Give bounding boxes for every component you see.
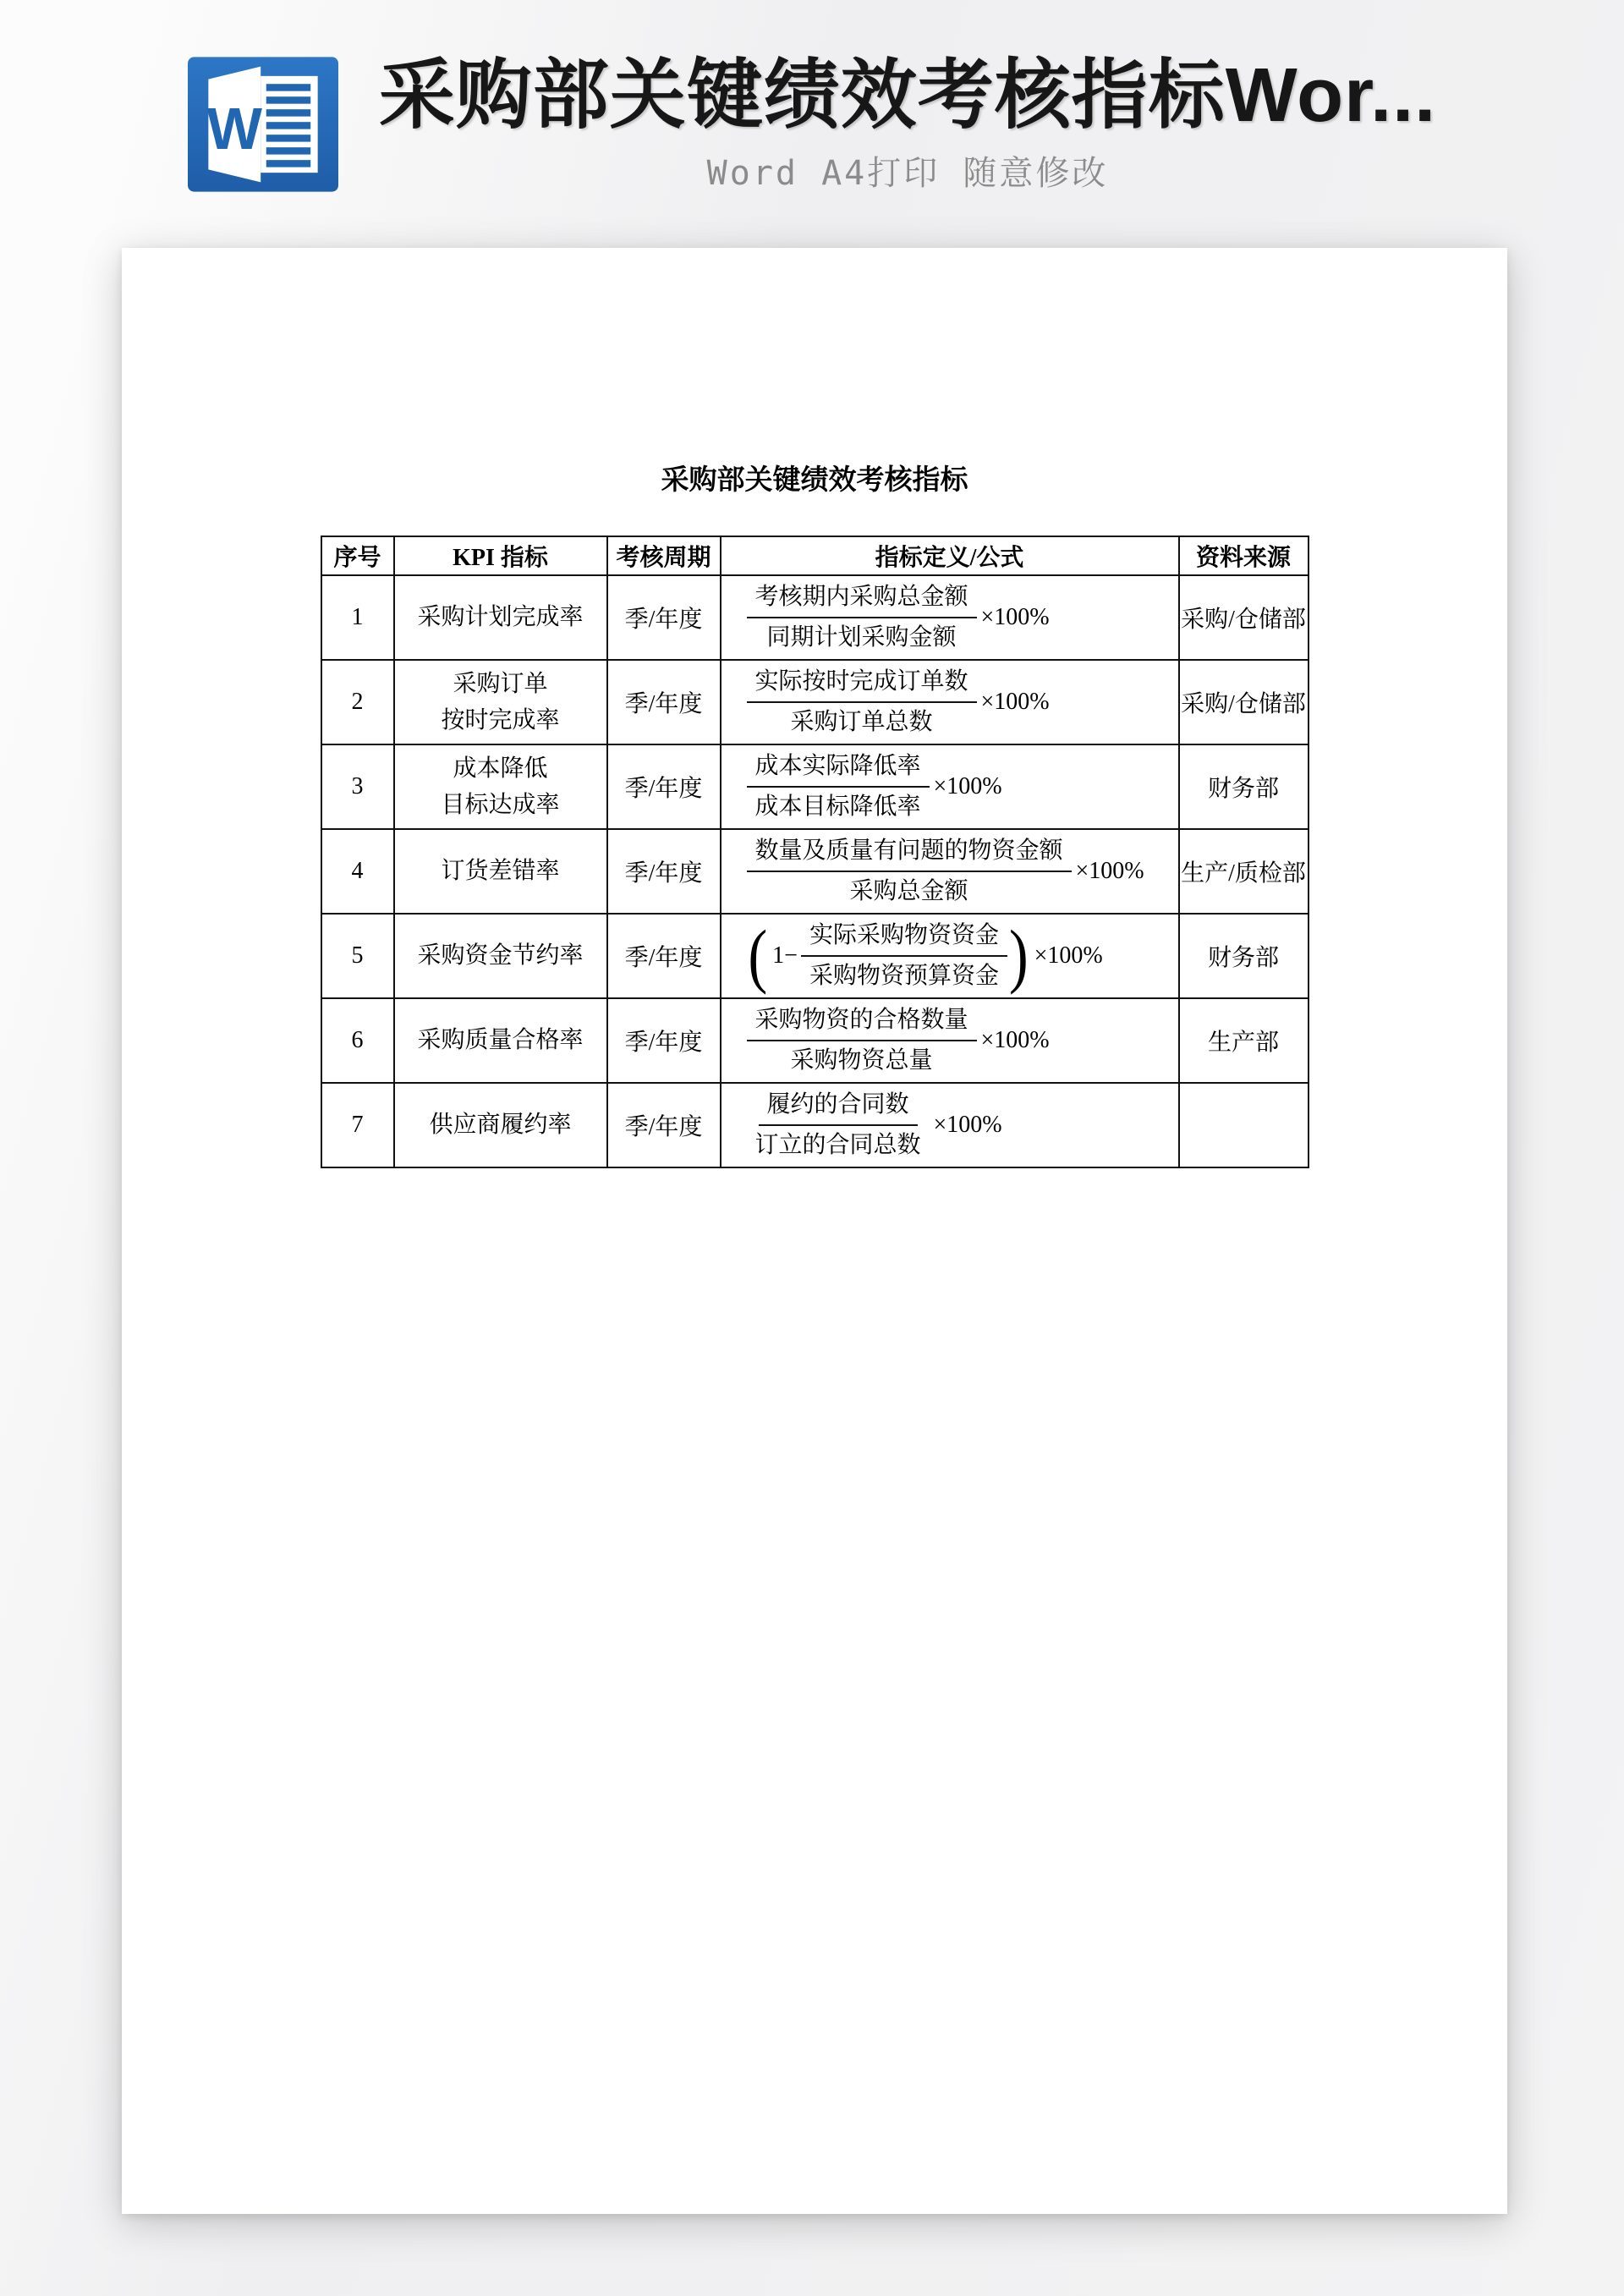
header-text (379, 54, 1436, 195)
data-source (1179, 1083, 1309, 1167)
fraction-denominator: 成本目标降低率 (754, 794, 921, 820)
fraction-numerator: 数量及质量有问题的物资金额 (747, 836, 1072, 872)
word-icon-letter: W (206, 96, 262, 162)
fraction-numerator: 成本实际降低率 (747, 751, 930, 788)
formula-cell (721, 914, 1179, 998)
column-header-4: 资料来源 (1179, 536, 1309, 575)
kpi-name-line: 目标达成率 (441, 792, 560, 818)
kpi-name (394, 744, 607, 829)
table-row (321, 744, 1309, 829)
row-number: 3 (321, 744, 394, 829)
formula-multiplier: ×100% (1075, 858, 1144, 884)
formula-multiplier: ×100% (980, 1027, 1050, 1053)
fraction (747, 1090, 930, 1160)
review-period: 季/年度 (607, 660, 721, 744)
fraction-denominator: 订立的合同总数 (754, 1132, 921, 1158)
formula (747, 915, 1171, 996)
table-row (321, 998, 1309, 1083)
document-title: 采购部关键绩效考核指标 (661, 465, 968, 496)
table-row (321, 914, 1309, 998)
row-number: 2 (321, 660, 394, 744)
fraction-denominator: 采购物资预算资金 (809, 963, 999, 989)
data-source: 采购/仓储部 (1179, 575, 1309, 660)
fraction-denominator: 采购订单总数 (790, 709, 933, 735)
kpi-name-line: 采购订单 (453, 670, 548, 697)
template-title: 采购部关键绩效考核指标Wor... (378, 53, 1437, 138)
formula-cell (721, 744, 1179, 829)
row-number: 6 (321, 998, 394, 1083)
template-subtitle: Word A4打印 随意修改 (706, 154, 1109, 193)
kpi-name-line: 按时完成率 (441, 707, 560, 733)
formula (747, 1005, 1171, 1075)
table-row (321, 660, 1309, 744)
fraction-numerator: 采购物资的合格数量 (747, 1005, 977, 1041)
data-source: 采购/仓储部 (1179, 660, 1309, 744)
row-number: 4 (321, 829, 394, 914)
document-page (122, 248, 1507, 2214)
fraction-denominator: 采购物资总量 (790, 1047, 933, 1074)
kpi-name (394, 829, 607, 914)
fraction-denominator: 同期计划采购金额 (766, 624, 957, 651)
table-row (321, 829, 1309, 914)
formula-prefix: 1− (772, 942, 798, 969)
fraction-numerator: 考核期内采购总金额 (747, 582, 977, 618)
kpi-name (394, 998, 607, 1083)
formula-multiplier: ×100% (980, 689, 1050, 715)
formula (747, 582, 1171, 652)
fraction (747, 1005, 977, 1075)
column-header-2: 考核周期 (607, 536, 721, 575)
formula-cell (721, 660, 1179, 744)
fraction (747, 582, 977, 652)
column-header-0: 序号 (321, 536, 394, 575)
data-source: 生产部 (1179, 998, 1309, 1083)
fraction (747, 751, 930, 821)
formula-multiplier: ×100% (933, 1112, 1002, 1138)
formula-cell (721, 1083, 1179, 1167)
kpi-name (394, 914, 607, 998)
review-period: 季/年度 (607, 575, 721, 660)
review-period: 季/年度 (607, 829, 721, 914)
fraction-denominator: 采购总金额 (849, 878, 968, 904)
formula-multiplier: ×100% (1034, 942, 1103, 969)
kpi-name-line: 供应商履约率 (429, 1112, 572, 1139)
header (0, 54, 1624, 195)
close-paren: ) (1008, 915, 1029, 996)
data-source: 财务部 (1179, 914, 1309, 998)
formula-cell (721, 998, 1179, 1083)
kpi-name-line: 采购计划完成率 (417, 604, 584, 631)
fraction-numerator: 履约的合同数 (759, 1090, 918, 1126)
formula-cell (721, 575, 1179, 660)
fraction (747, 836, 1072, 906)
row-number: 7 (321, 1083, 394, 1167)
column-header-1: KPI 指标 (394, 536, 607, 575)
fraction (801, 920, 1007, 991)
review-period: 季/年度 (607, 914, 721, 998)
fraction-numerator: 实际采购物资资金 (801, 920, 1007, 957)
data-source: 财务部 (1179, 744, 1309, 829)
table-header-row (321, 536, 1309, 575)
formula-multiplier: ×100% (980, 604, 1050, 630)
formula (747, 667, 1171, 737)
review-period: 季/年度 (607, 744, 721, 829)
row-number: 5 (321, 914, 394, 998)
table-row (321, 575, 1309, 660)
word-icon (188, 56, 338, 193)
formula (747, 1090, 1171, 1160)
formula (747, 751, 1171, 821)
kpi-name-line: 订货差错率 (441, 858, 560, 885)
column-header-3: 指标定义/公式 (721, 536, 1179, 575)
fraction-numerator: 实际按时完成订单数 (747, 667, 977, 703)
data-source: 生产/质检部 (1179, 829, 1309, 914)
formula (747, 836, 1171, 906)
kpi-name (394, 660, 607, 744)
formula-cell (721, 829, 1179, 914)
table-row (321, 1083, 1309, 1167)
kpi-name (394, 1083, 607, 1167)
open-paren: ( (748, 915, 768, 996)
review-period: 季/年度 (607, 1083, 721, 1167)
kpi-table (321, 536, 1309, 1168)
kpi-name-line: 成本降低 (453, 755, 548, 782)
kpi-name (394, 575, 607, 660)
kpi-name-line: 采购资金节约率 (417, 942, 584, 969)
fraction (747, 667, 977, 737)
kpi-name-line: 采购质量合格率 (417, 1027, 584, 1054)
formula-multiplier: ×100% (933, 773, 1002, 799)
row-number: 1 (321, 575, 394, 660)
review-period: 季/年度 (607, 998, 721, 1083)
